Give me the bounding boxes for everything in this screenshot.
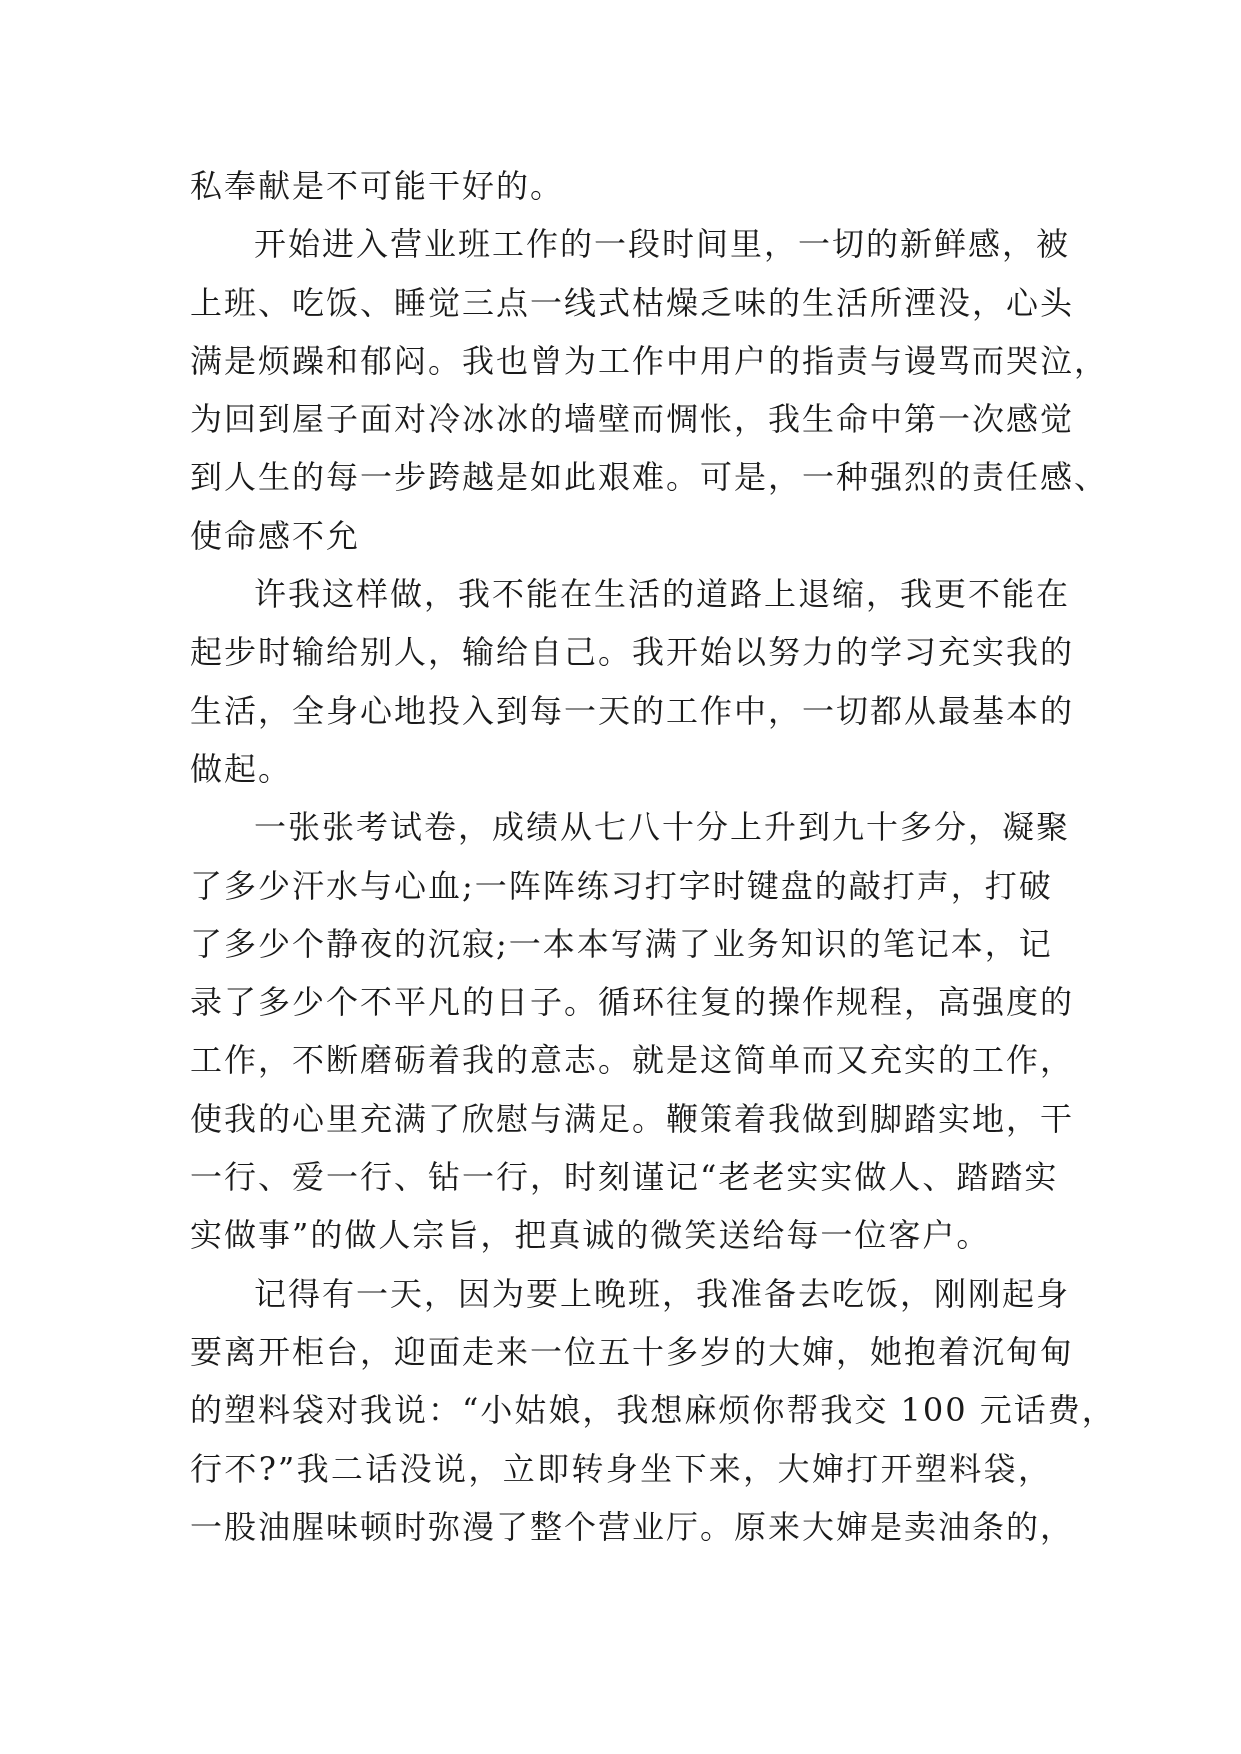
text-line: 要离开柜台，迎面走来一位五十多岁的大婶，她抱着沉甸甸 — [190, 1332, 1075, 1371]
text-line: 了多少汗水与心血;一阵阵练习打字时键盘的敲打声，打破 — [190, 866, 1053, 905]
text-line: 满是烦躁和郁闷。我也曾为工作中用户的指责与谩骂而哭泣， — [190, 341, 1109, 380]
document-body — [190, 157, 1116, 1556]
text-line: 一张张考试卷，成绩从七八十分上升到九十多分，凝聚 — [254, 808, 1071, 847]
text-line: 使我的心里充满了欣慰与满足。鞭策着我做到脚踏实地，干 — [190, 1099, 1075, 1138]
text-line: 一行、爱一行、钻一行，时刻谨记“老老实实做人、踏踏实 — [190, 1158, 1059, 1197]
text-line: 上班、吃饭、睡觉三点一线式枯燥乏味的生活所湮没，心头 — [190, 283, 1075, 322]
text-line: 行不?”我二话没说，立即转身坐下来，大婶打开塑料袋， — [190, 1449, 1052, 1488]
text-line: 实做事”的做人宗旨，把真诚的微笑送给每一位客户。 — [190, 1216, 991, 1255]
text-line: 到人生的每一步跨越是如此艰难。可是，一种强烈的责任感、 — [190, 458, 1109, 497]
text-line: 录了多少个不平凡的日子。循环往复的操作规程，高强度的 — [190, 983, 1075, 1022]
text-line: 开始进入营业班工作的一段时间里，一切的新鲜感，被 — [254, 225, 1071, 264]
text-line: 许我这样做，我不能在生活的道路上退缩，我更不能在 — [254, 575, 1071, 614]
text-line: 起步时输给别人，输给自己。我开始以努力的学习充实我的 — [190, 633, 1075, 672]
text-line: 工作，不断磨砺着我的意志。就是这简单而又充实的工作， — [190, 1041, 1075, 1080]
text-line: 的塑料袋对我说：“小姑娘，我想麻烦你帮我交 100 元话费， — [190, 1391, 1116, 1430]
text-line: 私奉献是不可能干好的。 — [190, 167, 565, 205]
text-line: 了多少个静夜的沉寂;一本本写满了业务知识的笔记本，记 — [190, 924, 1053, 963]
text-line: 使命感不允 — [190, 516, 361, 555]
text-line: 记得有一天，因为要上晚班，我准备去吃饭，刚刚起身 — [254, 1274, 1071, 1313]
text-line: 生活，全身心地投入到每一天的工作中，一切都从最基本的 — [190, 691, 1075, 730]
text-line: 做起。 — [190, 749, 293, 788]
text-line: 为回到屋子面对冷冰冰的墙壁而惆怅，我生命中第一次感觉 — [190, 400, 1075, 439]
text-line: 一股油腥味顿时弥漫了整个营业厅。原来大婶是卖油条的， — [190, 1507, 1075, 1546]
